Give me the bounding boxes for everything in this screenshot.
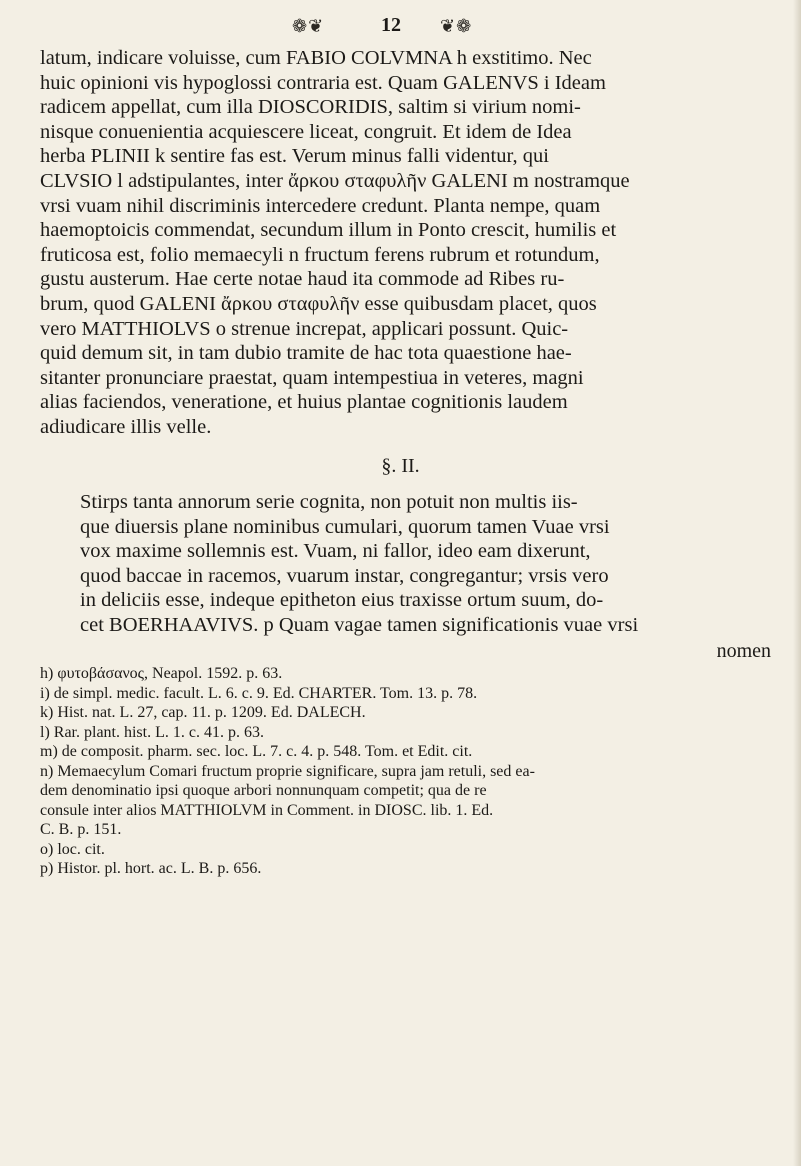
text-line: CLVSIO l adstipulantes, inter ἄρκου σταφυλῆν GALENI m nostramque	[40, 169, 630, 192]
text-line: vrsi vuam nihil discriminis intercedere credunt. Planta nempe, quam	[40, 194, 601, 217]
paragraph-2	[40, 490, 785, 638]
footnote: l) Rar. plant. hist. L. 1. c. 41. p. 63.	[40, 723, 264, 741]
footnote: C. B. p. 151.	[40, 821, 122, 838]
text-line: quid demum sit, in tam dubio tramite de hac tota quaestione hae-	[40, 342, 572, 365]
footnote: o) loc. cit.	[40, 840, 105, 858]
text-line: nisque conuenientia acquiescere liceat, congruit. Et idem de Idea	[40, 120, 572, 143]
text-line: Stirps tanta annorum serie cognita, non potuit non multis iis-	[80, 491, 578, 513]
text-line: que diuersis plane nominibus cumulari, quorum tamen Vuae vrsi	[80, 515, 610, 538]
text-line: cet BOERHAAVIVS. p Quam vagae tamen significationis vuae vrsi	[80, 613, 639, 636]
footnote: dem denominatio ipsi quoque arbori nonnunquam competit; qua de re	[40, 782, 487, 799]
page-header	[0, 14, 801, 38]
text-line: adiudicare illis velle.	[40, 415, 212, 438]
footnote: k) Hist. nat. L. 27, cap. 11. p. 1209. Ed. DALECH.	[40, 704, 366, 721]
page-edge-shadow	[793, 0, 801, 1166]
text-line: vero MATTHIOLVS o strenue increpat, applicari possunt. Quic-	[40, 317, 569, 340]
footnotes	[40, 664, 785, 879]
text-line: in deliciis esse, indeque epitheton eius traxisse ortum suum, do-	[80, 589, 604, 612]
footnote: m) de composit. pharm. sec. loc. L. 7. c. 4. p. 548. Tom. et Edit. cit.	[40, 743, 473, 760]
page-number: 12	[381, 14, 401, 36]
footnote: consule inter alios MATTHIOLVM in Comment. in DIOSC. lib. 1. Ed.	[40, 801, 494, 819]
text-line: sitanter pronunciare praestat, quam intempestiua in veteres, magni	[40, 366, 584, 389]
text-line: radicem appellat, cum illa DIOSCORIDIS, saltim si virium nomi-	[40, 96, 581, 119]
footnote: h) φυτοβάσανος, Neapol. 1592. p. 63.	[40, 665, 283, 682]
text-line: latum, indicare voluisse, cum FABIO COLVMNA h exstitimo. Nec	[40, 47, 592, 69]
footnote: n) Memaecylum Comari fructum proprie significare, supra jam retuli, sed ea-	[40, 762, 535, 780]
text-line: fruticosa est, folio memaecyli n fructum ferens rubrum et rotundum,	[40, 243, 600, 266]
text-line: huic opinioni vis hypoglossi contraria est. Quam GALENVS i Ideam	[40, 71, 606, 94]
text-line: vox maxime sollemnis est. Vuam, ni fallor, ideo eam dixerunt,	[80, 540, 591, 563]
text-line: alias faciendos, veneratione, et huius plantae cognitionis laudem	[40, 391, 568, 414]
paragraph-1	[40, 46, 785, 440]
text-line: haemoptoicis commendat, secundum illum in Ponto crescit, humilis et	[40, 219, 617, 242]
ornament-left: ❁❦	[292, 16, 325, 36]
text-body-2	[40, 490, 785, 638]
ornament-right: ❦❁	[440, 16, 473, 36]
text-line: herba PLINII k sentire fas est. Verum minus falli videntur, qui	[40, 145, 549, 168]
text-line: quod baccae in racemos, vuarum instar, congregantur; vrsis vero	[80, 564, 609, 587]
section-heading: §. II.	[381, 455, 420, 477]
text-body	[40, 46, 785, 440]
text-line: gustu austerum. Hae certe notae haud ita commode ad Ribes ru-	[40, 268, 565, 291]
catchword: nomen	[716, 640, 771, 662]
text-line: brum, quod GALENI ἄρκου σταφυλῆν esse quibusdam placet, quos	[40, 292, 597, 315]
footnote: i) de simpl. medic. facult. L. 6. c. 9. Ed. CHARTER. Tom. 13. p. 78.	[40, 684, 478, 702]
footnote: p) Histor. pl. hort. ac. L. B. p. 656.	[40, 860, 262, 877]
